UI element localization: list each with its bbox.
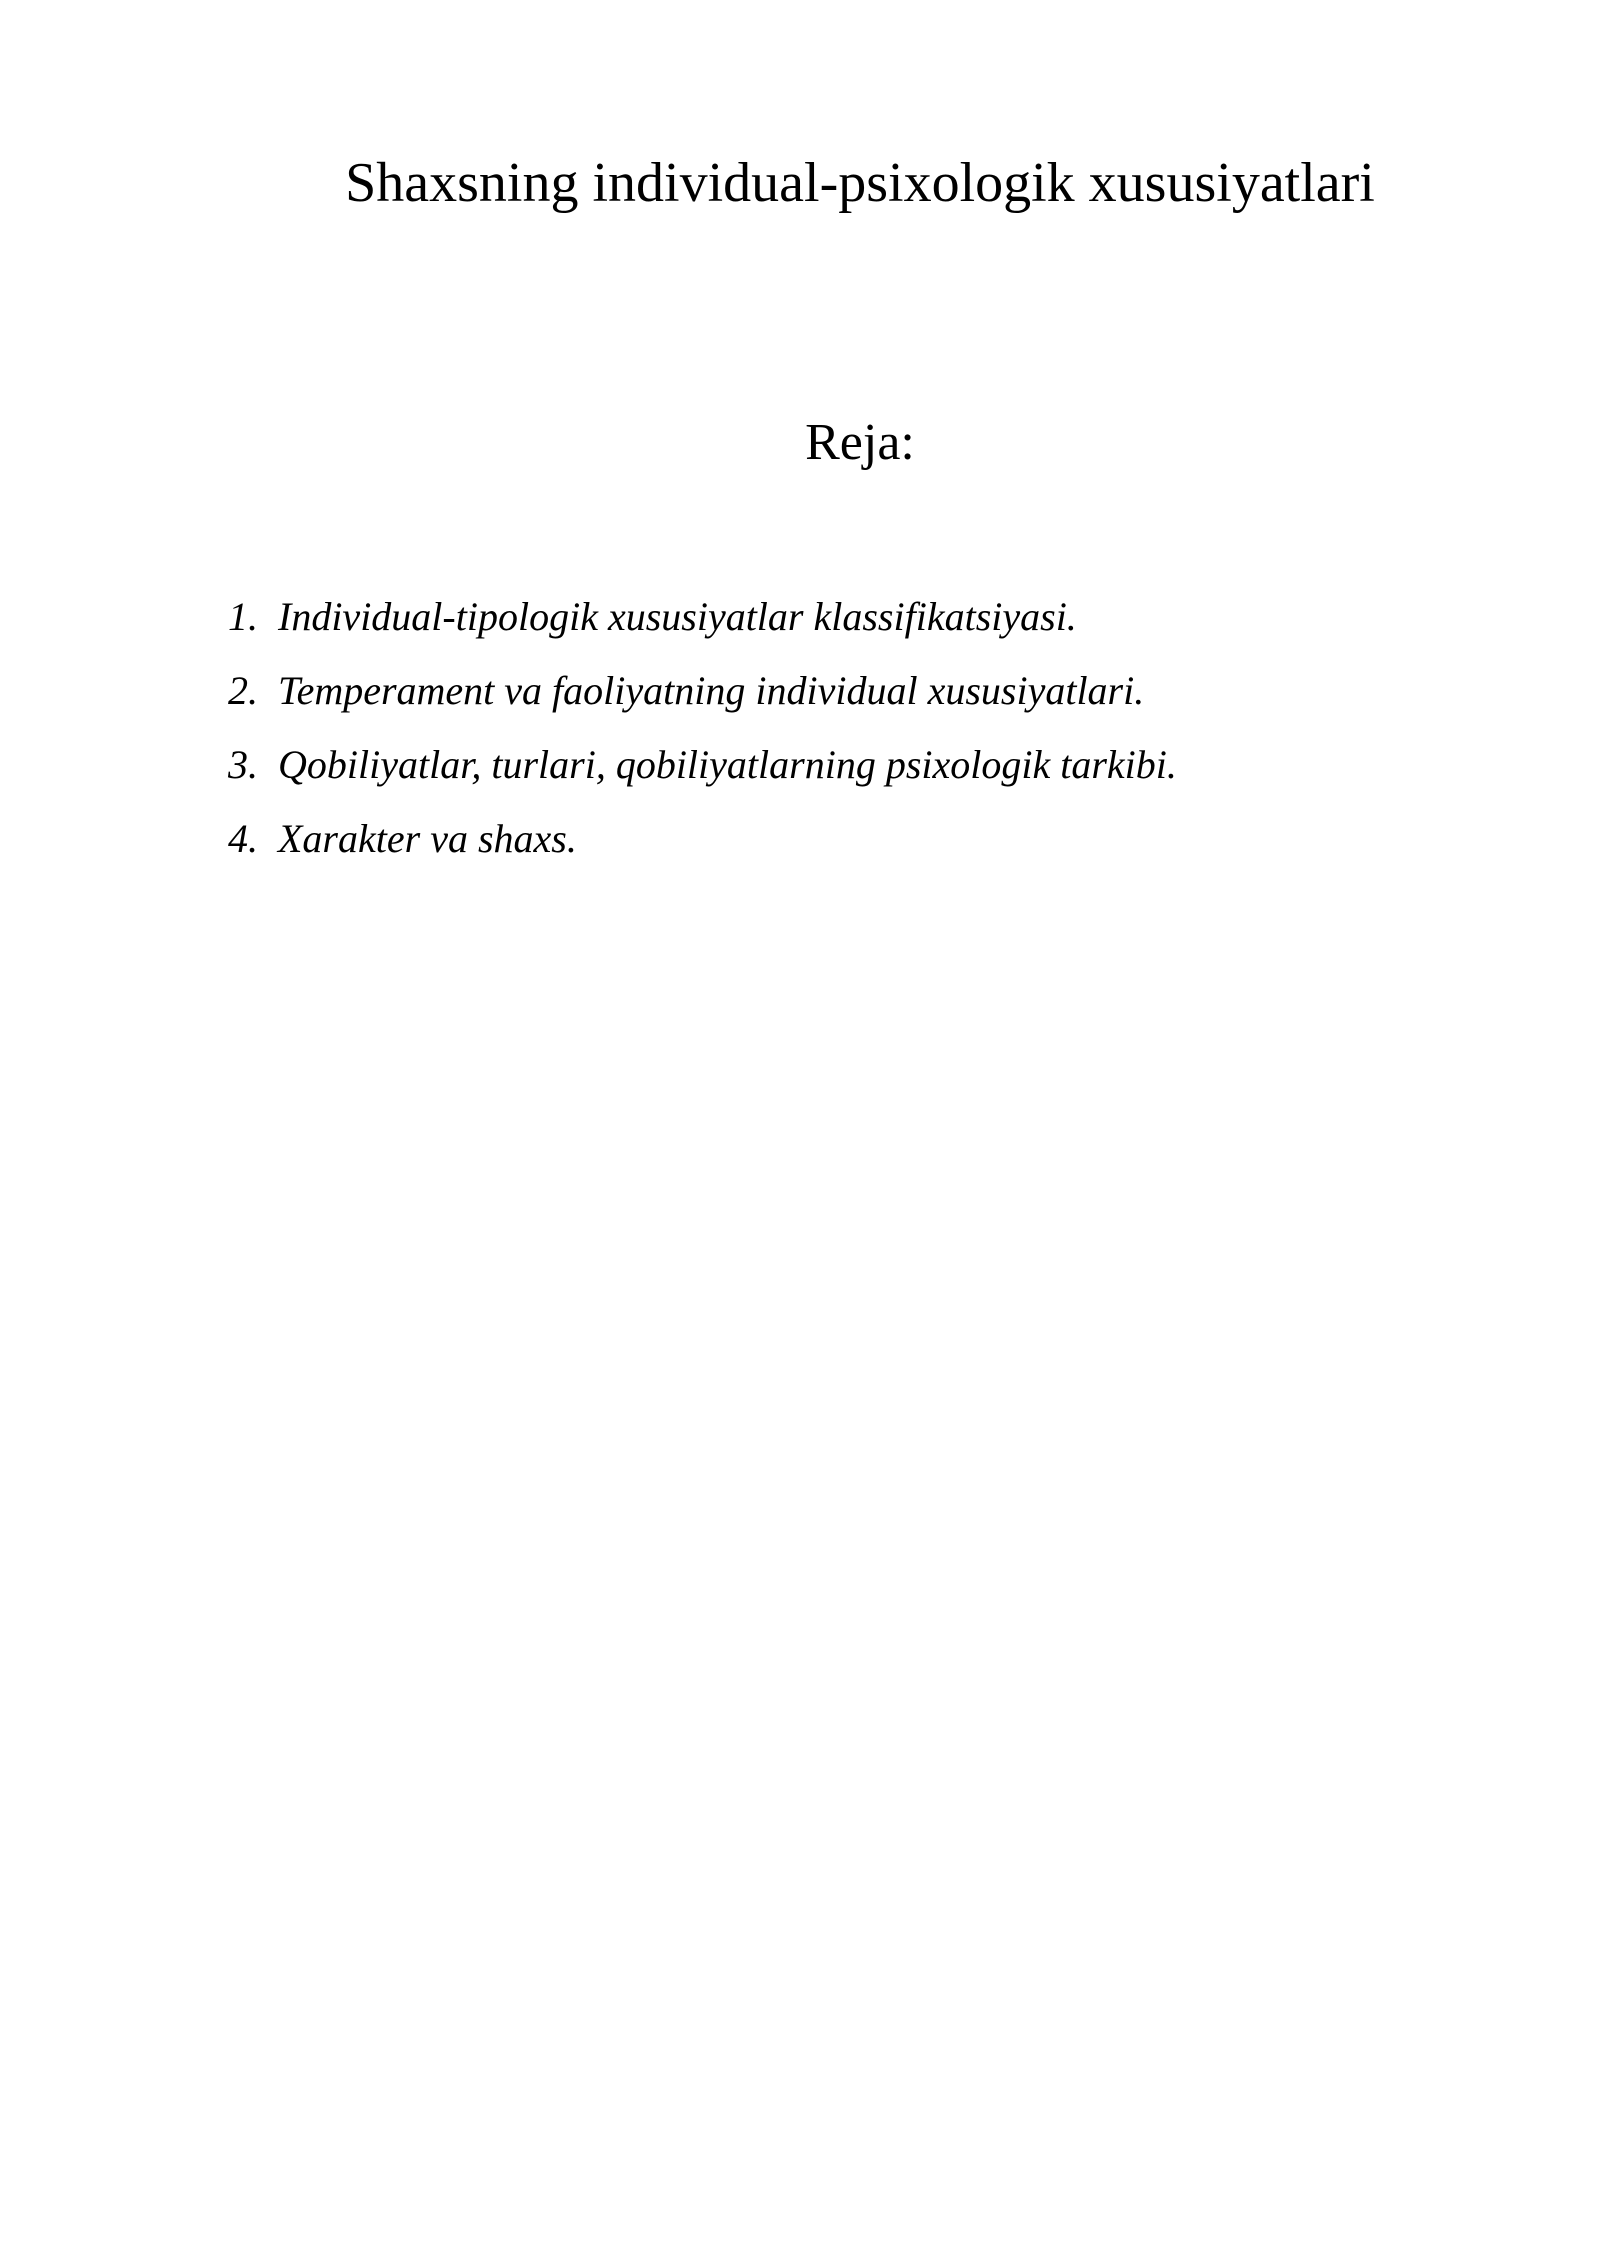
plan-item bbox=[228, 580, 1428, 654]
plan-item bbox=[228, 728, 1428, 802]
plan-heading: Reja: bbox=[805, 414, 915, 471]
plan-item-number: 3. bbox=[228, 742, 258, 787]
plan-item bbox=[228, 654, 1428, 728]
plan-item-text: Individual-tipologik xususiyatlar klassifikatsiyasi. bbox=[278, 594, 1077, 639]
plan-item-text: Xarakter va shaxs. bbox=[278, 816, 577, 861]
plan-list bbox=[228, 580, 1428, 876]
plan-item-number: 4. bbox=[228, 816, 258, 861]
plan-item-number: 2. bbox=[228, 668, 258, 713]
plan-item-number: 1. bbox=[228, 594, 258, 639]
plan-item bbox=[228, 802, 1428, 876]
plan-item-text: Temperament va faoliyatning individual xususiyatlari. bbox=[278, 668, 1145, 713]
plan-item-text: Qobiliyatlar, turlari, qobiliyatlarning psixologik tarkibi. bbox=[278, 742, 1177, 787]
document-title: Shaxsning individual-psixologik xususiyatlari bbox=[345, 152, 1375, 214]
